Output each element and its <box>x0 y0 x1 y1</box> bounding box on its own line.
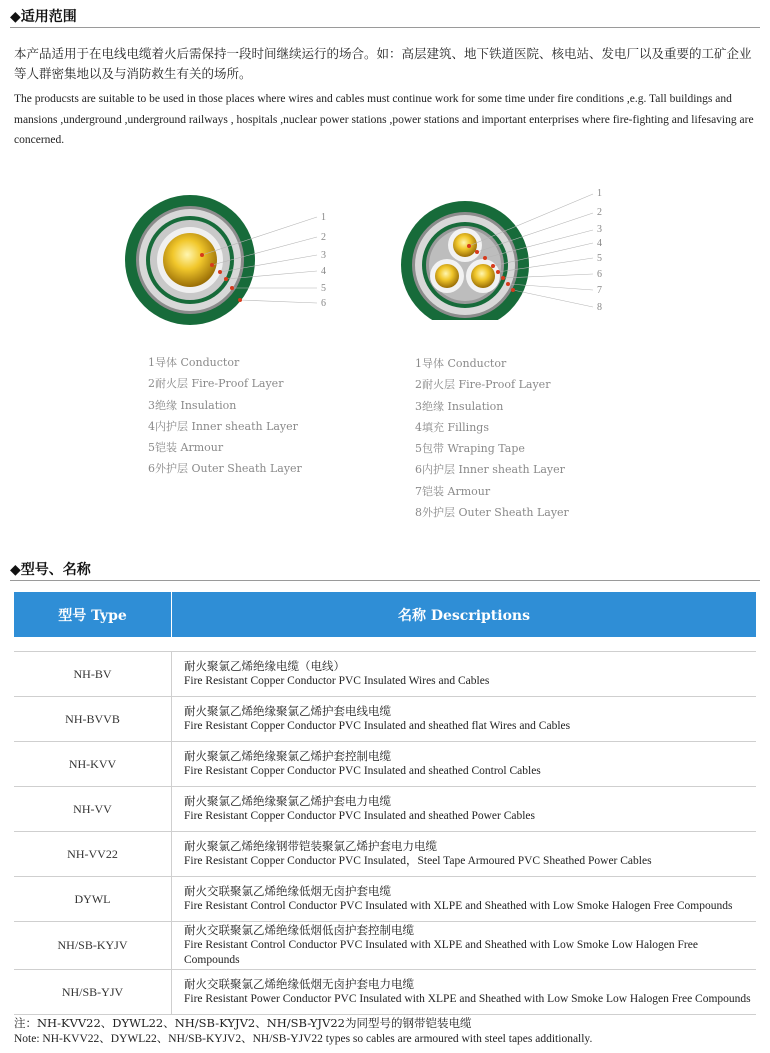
legend-item: 4填充 Fillings <box>415 420 489 434</box>
table-spacer <box>14 637 756 652</box>
model-cell: NH/SB-YJV <box>14 970 172 1015</box>
legend-item: 6内护层 Inner sheath Layer <box>415 463 565 477</box>
footnote <box>14 1015 592 1047</box>
legend-item: 6外护层 Outer Sheath Layer <box>148 462 302 476</box>
callout-label: 1 <box>321 212 326 223</box>
desc-cell <box>172 742 757 787</box>
desc-cell <box>172 877 757 922</box>
model-cell: NH-VV <box>14 787 172 832</box>
desc-cn: 耐火交联聚氯乙烯绝缘低烟无卤护套电缆 <box>184 884 391 898</box>
section-title-models: ◆型号、名称 <box>10 562 91 578</box>
table-row <box>14 697 756 742</box>
desc-en: Fire Resistant Copper Conductor PVC Insulated and sheathed Control Cables <box>184 765 541 777</box>
desc-cn: 耐火聚氯乙烯绝缘聚氯乙烯护套控制电缆 <box>184 749 391 763</box>
desc-en: Fire Resistant Copper Conductor PVC Insulated and sheathed Power Cables <box>184 810 536 822</box>
model-cell: NH-BVVB <box>14 697 172 742</box>
callout-label: 7 <box>597 285 602 296</box>
model-cell: NH-VV22 <box>14 832 172 877</box>
model-cell: NH/SB-KYJV <box>14 922 172 970</box>
legend-item: 4内护层 Inner sheath Layer <box>148 419 298 433</box>
three-core-legend <box>415 353 569 523</box>
model-cell: NH-KVV <box>14 742 172 787</box>
header-descriptions: 名称 Descriptions <box>172 592 757 637</box>
legend-item: 3绝缘 Insulation <box>148 398 237 412</box>
callout-label: 2 <box>321 232 326 243</box>
legend-item: 1导体 Conductor <box>415 357 507 370</box>
table-row <box>14 787 756 832</box>
desc-en: Fire Resistant Copper Conductor PVC Insulated and sheathed flat Wires and Cables <box>184 720 571 732</box>
callout-label: 3 <box>597 224 602 235</box>
table-row <box>14 970 756 1015</box>
legend-item: 2耐火层 Fire-Proof Layer <box>148 377 284 391</box>
table-row <box>14 742 756 787</box>
desc-en: Fire Resistant Control Conductor PVC Insulated with XLPE and Sheathed with Low Smoke Halogen Free Compounds <box>184 900 733 912</box>
scope-paragraph-en: The producsts are suitable to be used in those places where wires and cables must continue work for some time under fire conditions ,e.g. Tall buildings and mansions ,underground ,underground railways , hospitals ,nuclear power stations ,power stations and important enterprises where fire-fighting and lifesaving are concerned. <box>14 93 754 146</box>
callout-label: 5 <box>597 253 602 264</box>
legend-item: 1导体 Conductor <box>148 356 240 369</box>
table-row <box>14 922 756 970</box>
table-header-row <box>14 592 756 637</box>
desc-cn: 耐火聚氯乙烯绝缘聚氯乙烯护套电力电缆 <box>184 794 391 808</box>
footnote-en: Note: NH-KVV22、DYWL22、NH/SB-KYJV2、NH/SB-YJV22 types so cables are armoured with steel tapes additionally. <box>14 1033 593 1045</box>
table-row <box>14 832 756 877</box>
desc-cell <box>172 832 757 877</box>
footnote-cn: 注：NH-KVV22、DYWL22、NH/SB-KYJV2、NH/SB-YJV22为同型号的钢带铠装电缆 <box>14 1016 472 1030</box>
single-core-legend <box>148 352 302 480</box>
desc-cell <box>172 970 757 1015</box>
desc-cell <box>172 652 757 697</box>
section-divider <box>10 580 760 581</box>
scope-paragraph-cn: 本产品适用于在电线电缆着火后需保持一段时间继续运行的场合。如：高层建筑、地下铁道医院、核电站、发电厂以及重要的工矿企业等人群密集地以及与消防救生有关的场所。 <box>14 46 752 81</box>
model-cell: DYWL <box>14 877 172 922</box>
legend-item: 8外护层 Outer Sheath Layer <box>415 506 569 520</box>
single-core-cable-diagram <box>110 195 350 325</box>
legend-item: 5铠装 Armour <box>148 441 224 455</box>
desc-cn: 耐火交联聚氯乙烯绝缘低烟低卤护套控制电缆 <box>184 923 414 937</box>
legend-item: 7铠装 Armour <box>415 484 491 498</box>
table-row <box>14 652 756 697</box>
callout-label: 4 <box>321 266 326 277</box>
callout-label: 5 <box>321 283 326 294</box>
header-model: 型号 Type <box>14 592 172 637</box>
desc-cell <box>172 922 757 970</box>
callout-label: 6 <box>321 298 326 309</box>
legend-item: 5包带 Wraping Tape <box>415 442 525 456</box>
desc-en: Fire Resistant Copper Conductor PVC Insulated Wires and Cables <box>184 675 490 687</box>
callout-label: 2 <box>597 207 602 218</box>
desc-cn: 耐火交联聚氯乙烯绝缘低烟无卤护套电力电缆 <box>184 977 414 991</box>
callout-label: 3 <box>321 250 326 261</box>
section-title-scope: ◆适用范围 <box>10 9 77 25</box>
section-divider <box>10 27 760 28</box>
model-table <box>14 592 756 1015</box>
desc-cn: 耐火聚氯乙烯绝缘电缆（电线） <box>184 659 345 673</box>
desc-en: Fire Resistant Copper Conductor PVC Insulated，Steel Tape Armoured PVC Sheathed Power Cables <box>184 855 652 867</box>
desc-cell <box>172 697 757 742</box>
three-core-cable-diagram <box>395 180 625 320</box>
desc-en: Fire Resistant Control Conductor PVC Insulated with XLPE and Sheathed with Low Smoke Low Halogen Free Compounds <box>184 939 698 966</box>
callout-label: 4 <box>597 238 602 249</box>
callout-label: 8 <box>597 302 602 313</box>
legend-item: 2耐火层 Fire-Proof Layer <box>415 378 551 392</box>
desc-cn: 耐火聚氯乙烯绝缘钢带铠装聚氯乙烯护套电力电缆 <box>184 839 437 853</box>
model-cell: NH-BV <box>14 652 172 697</box>
callout-label: 6 <box>597 269 602 280</box>
callout-label: 1 <box>597 188 602 199</box>
table-row <box>14 877 756 922</box>
legend-item: 3绝缘 Insulation <box>415 399 504 413</box>
desc-cell <box>172 787 757 832</box>
desc-cn: 耐火聚氯乙烯绝缘聚氯乙烯护套电线电缆 <box>184 704 391 718</box>
desc-en: Fire Resistant Power Conductor PVC Insulated with XLPE and Sheathed with Low Smoke Low Halogen Free Compounds <box>184 993 751 1005</box>
